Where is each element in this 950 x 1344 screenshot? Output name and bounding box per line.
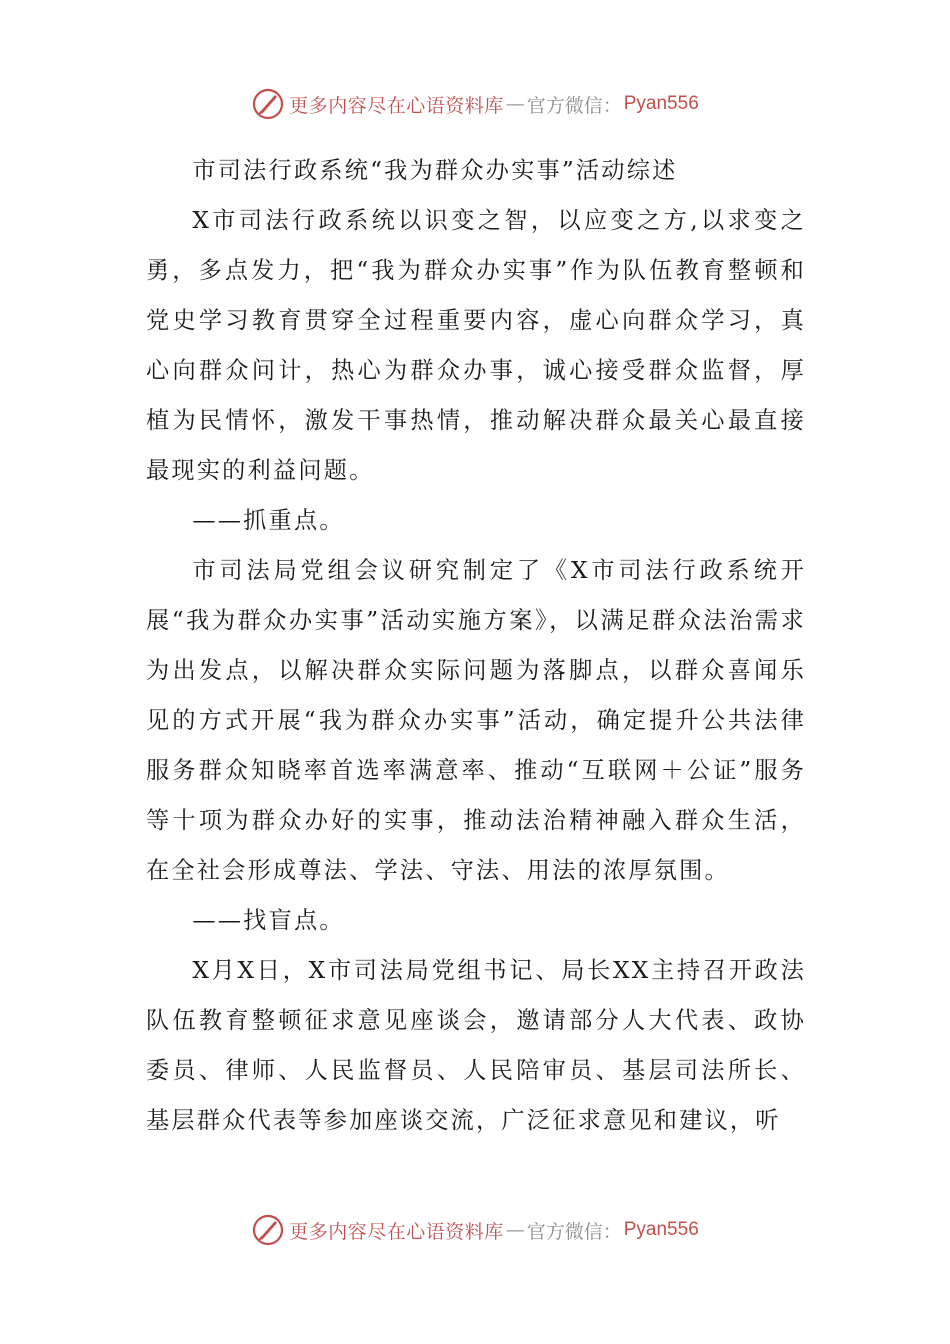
- watermark-label: 官方微信：: [526, 94, 622, 117]
- watermark-main-text: 更多内容尽在心语资料库: [289, 94, 504, 117]
- watermark-wechat-id: Pyan556: [623, 93, 699, 114]
- watermark-dash: —: [505, 93, 525, 115]
- section-heading-focus: ——抓重点。: [192, 507, 345, 534]
- document-body: [146, 146, 806, 1146]
- section-heading-blind-spots: ——找盲点。: [192, 907, 345, 934]
- paragraph-blind-spots: X月X日，X市司法局党组书记、局长XX主持召开政法队伍教育整顿征求意见座谈会，邀请部分人大代表、政协委员、律师、人民监督员、人民陪审员、基层司法所长、基层群众代表等参加座谈交流，广泛征求意见和建议，听: [146, 957, 806, 1134]
- document-title: 市司法行政系统“我为群众办实事”活动综述: [192, 157, 678, 184]
- watermark-main-text: 更多内容尽在心语资料库: [289, 1220, 504, 1243]
- quill-seal-icon: [251, 87, 285, 121]
- watermark-label: 官方微信：: [526, 1220, 622, 1243]
- footer-watermark: [0, 1210, 950, 1250]
- paragraph-focus: 市司法局党组会议研究制定了《X市司法行政系统开展“我为群众办实事”活动实施方案》，以满足群众法治需求为出发点，以解决群众实际问题为落脚点，以群众喜闻乐见的方式开展“我为群众办实事”活动，确定提升公共法律服务群众知晓率首选率满意率、推动“互联网＋公证”服务等十项为群众办好的实事，推动法治精神融入群众生活，在全社会形成尊法、学法、守法、用法的浓厚氛围。: [146, 557, 806, 884]
- paragraph-intro: X市司法行政系统以识变之智，以应变之方,以求变之勇，多点发力，把“我为群众办实事”作为队伍教育整顿和党史学习教育贯穿全过程重要内容，虚心向群众学习，真心向群众问计，热心为群众办事，诚心接受群众监督，厚植为民情怀，激发干事热情，推动解决群众最关心最直接最现实的利益问题。: [146, 207, 806, 484]
- watermark-dash: —: [505, 1219, 525, 1241]
- header-watermark: [0, 84, 950, 124]
- quill-seal-icon: [251, 1213, 285, 1247]
- watermark-wechat-id: Pyan556: [623, 1219, 699, 1240]
